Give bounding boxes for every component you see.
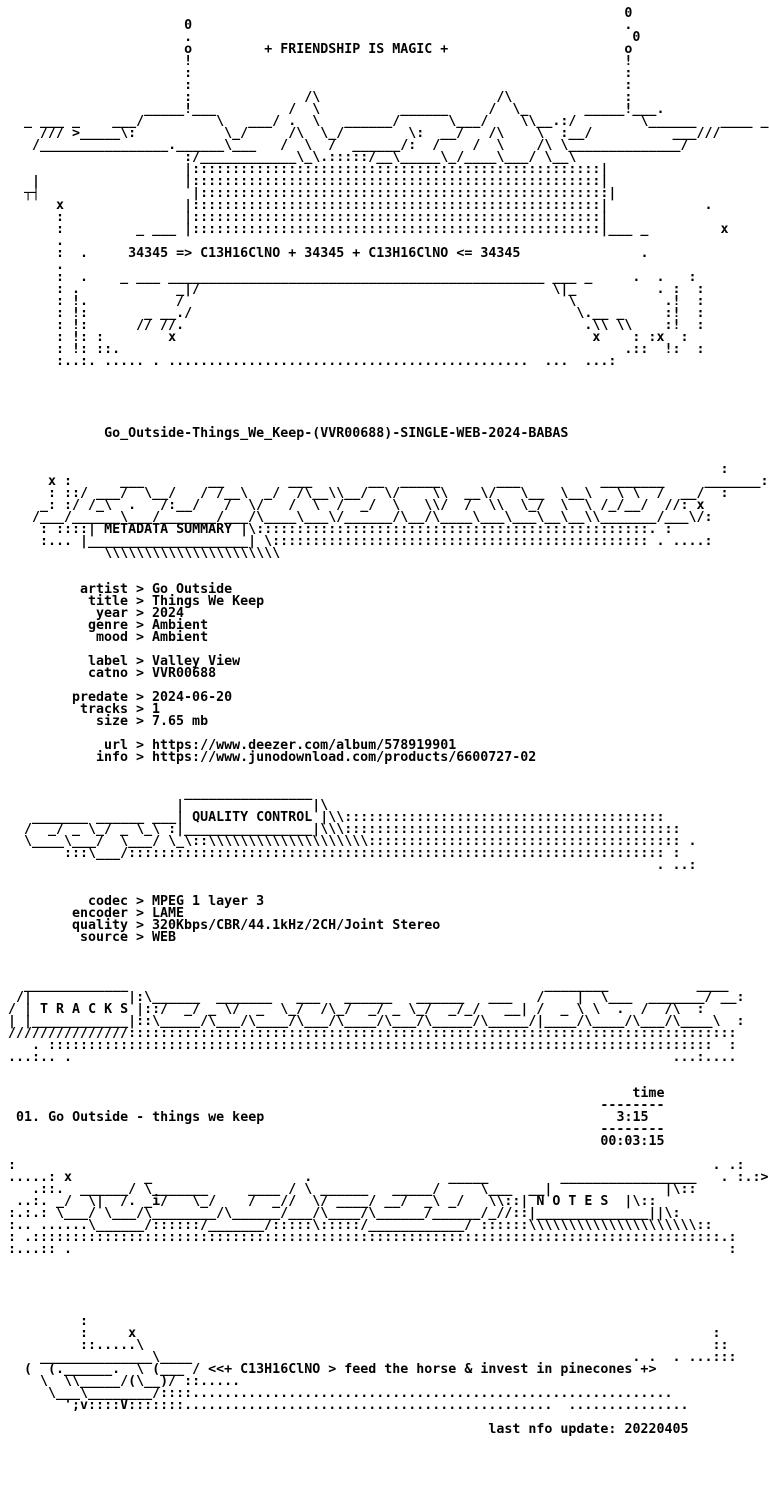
art-line: . ..: [8, 858, 697, 873]
total-time: 00:03:15 [600, 1134, 665, 1149]
metadata-row: tracks > 1 [79, 702, 161, 717]
metadata-row: size > 7.65 mb [95, 714, 209, 729]
header-art-line: : . _|/ \|_ . : : [8, 282, 705, 297]
last-update-line [8, 1424, 769, 1436]
art-line: :::\___/::::::::::::::::::::::::::::::::::::::::::::::::::::::::::::::::::: : [8, 846, 681, 861]
notes-banner-line: ..:. _/ \| /. _i/ \_/ / _// \/ ____/ __/ _\ _/ \\::| N O T E S |\:: [8, 1194, 657, 1209]
art-line: .::. ______/ \_______ ____ / \ ______ _____/ \___ __| |\:: [8, 1182, 697, 1197]
art-line: : . .: [8, 1158, 745, 1173]
art-line: . ::::::::::::::::::::::::::::::::::::::::::::::::::::::::::::::::::::::::::::::::::: : [8, 1038, 737, 1053]
time-rule: -------- [600, 1098, 665, 1113]
art-line: : [8, 462, 729, 477]
track-time: 3:15 [616, 1110, 649, 1125]
art-line: _____________ ________ ____ [8, 978, 729, 993]
signature-line: ( (.______. \ (___ / <<+ C13H16ClNO > feed the horse & invest in pinecones +> [8, 1362, 657, 1377]
art-line: : ::/ ___/ \__/ / /__\ _/ /\__\\__/ \/ \\ __\/ \__ \__\ \ \ / __/ : [8, 486, 729, 501]
header-art-line: . [8, 234, 65, 249]
header-art-line: : !: : x x : :x : [8, 330, 689, 345]
time-rule: -------- [600, 1122, 665, 1137]
art-line: x : ___ __ ___ __ _____ ___ ________ _______: [8, 474, 769, 489]
header-art-line: x |:::::::::::::::::::::::::::::::::::::::::::::::::::| . [8, 198, 713, 213]
art-line: \____\___/ \___/ \_\::\\\\\\\\\\\\\\\\\\\\::::::::::::::::::::::::::::::::::::::: . [8, 834, 697, 849]
quality-row: quality > 320Kbps/CBR/44.1kHz/2CH/Joint Stereo [71, 918, 441, 933]
header-art-line: : /\ /\ : [8, 90, 633, 105]
header-art-line: 0 . [8, 18, 633, 33]
quality-row: encoder > LAME [71, 906, 185, 921]
metadata-row: predate > 2024-06-20 [71, 690, 233, 705]
metadata-row: genre > Ambient [87, 618, 209, 633]
header-art-line: _____!___ / \ ______ / \_ _____!___. [8, 102, 665, 117]
header-art-line: . 0 [8, 30, 641, 45]
header-art-line: : |:::::::::::::::::::::::::::::::::::::::::::::::::::| [8, 210, 609, 225]
metadata-row: label > Valley View [87, 654, 241, 669]
quality-row: codec > MPEG 1 layer 3 [87, 894, 265, 909]
header-art-line: . [8, 258, 65, 273]
art-line: ///////////////:::::::::::::::::::::::::::::::::::::::::::::::::::::::::::::::::::::::::::: [8, 1026, 737, 1041]
art-line: _: :/ /_\ . /:__/ / \/ / \ / _/ \ \\/ / \\ \_/ \ \ /_/__/ //: x [8, 498, 705, 513]
header-art-line: :..:. ..... . ............................................. ... ...: [8, 354, 617, 369]
art-line: \\\\\\\\\\\\\\\\\\\\\\ [8, 546, 281, 561]
art-line: :.:.: \___/ \___/\________/\______/___/\____/\______/______/_//::|______________||\: [8, 1206, 681, 1221]
art-line: : .::::::::::::::::::::::::::::::::::::::::::::::::::::::::::::::::::::::::::::::::::::::.: [8, 1230, 737, 1245]
art-line: ________________ [8, 786, 313, 801]
tracks-banner-line: / | T R A C K S |::/ _/ _ \/ _ \_/ /\_/ _/ _ \_/ _/_/ __| / _ \ \ . / /\ : [8, 1002, 705, 1017]
release-name: Go_Outside-Things_We_Keep-(VVR00688)-SINGLE-WEB-2024-BABAS [104, 426, 569, 441]
art-line: :.. ......\______/::::::/_______/:::::\:::::/____________/ ::::::\\\\\\\\\\\\\\\\\\\\\:: [8, 1218, 713, 1233]
track-name: Go Outside - things we keep [48, 1110, 265, 1125]
juno-info-link[interactable]: https://www.junodownload.com/products/6600727-02 [152, 750, 537, 765]
header-art-line: o + FRIENDSHIP IS MAGIC + o [8, 42, 633, 57]
art-line: \ \\_____/(\__)/ ::..... [8, 1374, 241, 1389]
art-line: / _/ _ \_/ _ \_\ :|________________|\\\:::::::::::::::::::::::::::::::::::::::::: [8, 822, 681, 837]
art-line: ______________\____ . . . ...::: [8, 1350, 737, 1365]
track-number: 01. [16, 1110, 41, 1125]
header-art-line: : . _ ___ _______________________________________________ ___ _ . . : [8, 270, 697, 285]
art-line: ::.....\ :: [8, 1338, 729, 1353]
time-header: time [632, 1086, 665, 1101]
metadata-banner-line: : ::::| METADATA SUMMARY |\:::::::::::::::::::::::::::::::::::::::::::::::::. : [8, 522, 673, 537]
header-art-line: ┬┤ |:::::::::::::::::::::::::::::::::::::::::::::::::::| [8, 186, 617, 201]
header-art-line: /________________.______\___ / \ / ______/: / / \ /\ \______________/ [8, 138, 689, 153]
signature: <<+ C13H16ClNO > feed the horse & invest in pinecones +> [208, 1362, 657, 1377]
header-art-line: ! ! [8, 54, 633, 69]
quality-row: source > WEB [79, 930, 177, 945]
header-art-line: : : [8, 66, 633, 81]
header-art-line: _ ___ _ ___/ \ ___/ . \ ______/ \___/ \\__.:/ \______ ____ _ [8, 114, 769, 129]
chem-line: : . 34345 => C13H16ClNO + 34345 + C13H16ClNO <= 34345 . [8, 246, 649, 261]
notes-banner: N O T E S [536, 1194, 609, 1209]
header-art-line: : !. / \ .! : [8, 294, 705, 309]
quality-banner-line: _______ ______ ___| QUALITY CONTROL |\\:::::::::::::::::::::::::::::::::::::::: [8, 810, 665, 825]
deezer-url-link[interactable]: https://www.deezer.com/album/578919901 [152, 738, 457, 753]
header-art-line: : !: // //. .\\ \\ :! : [8, 318, 705, 333]
release-name-line [8, 428, 769, 440]
total-time-line [8, 1136, 769, 1148]
last-update-date: 20220405 [624, 1422, 689, 1437]
header-art-line: : _ ___ |:::::::::::::::::::::::::::::::::::::::::::::::::::|___ _ x [8, 222, 729, 237]
header-art-line: |:::::::::::::::::::::::::::::::::::::::::::::::::::| [8, 162, 609, 177]
metadata-row: title > Things We Keep [87, 594, 265, 609]
art-line: /___/______\___/_______/___/\____\___\/______/\__/\____\___\___\__\__\\_______/___\/: [8, 510, 713, 525]
metadata-row: year > 2024 [95, 606, 185, 621]
art-line: ';v::::V:::::::.............................................. ............... [8, 1398, 689, 1413]
art-line: /| |:\______ _______ ___ ______ ______ ___ / | \___ _______/ __: [8, 990, 745, 1005]
art-line: \___\________/::::............................................................ [8, 1386, 673, 1401]
metadata-banner: METADATA SUMMARY [104, 522, 233, 537]
art-line: : [8, 1314, 89, 1329]
nfo-document [8, 8, 769, 1436]
tracks-banner: T R A C K S [40, 1002, 129, 1017]
metadata-row: info > https://www.junodownload.com/products/6600727-02 [95, 750, 537, 765]
last-update-label: last nfo update: [488, 1422, 617, 1437]
metadata-row: catno > VVR00688 [87, 666, 217, 681]
art-line: :...:: . : [8, 1242, 737, 1257]
art-line: ...:.. . ...:.... [8, 1050, 737, 1065]
header-art-line: : : [8, 78, 633, 93]
chem-formula: 34345 => C13H16ClNO + 34345 + C13H16ClNO <= 34345 [128, 246, 521, 261]
header-art-line: 0 [8, 6, 633, 21]
slogan: + FRIENDSHIP IS MAGIC + [264, 42, 449, 57]
art-line: :... |____________________| \::::::::::::::::::::::::::::::::::::::::::::::: . ....: [8, 534, 713, 549]
metadata-row: mood > Ambient [95, 630, 209, 645]
art-line: .....: x _ . _____ _________________ . :.:> [8, 1170, 769, 1185]
header-art-line: : !: _ __./ \.__ _ :! : [8, 306, 705, 321]
metadata-row: url > https://www.deezer.com/album/578919901 [103, 738, 457, 753]
art-line: | |\ [8, 798, 329, 813]
quality-banner: QUALITY CONTROL [192, 810, 313, 825]
art-line: : x : [8, 1326, 721, 1341]
metadata-row: artist > Go Outside [79, 582, 233, 597]
header-art-line: | |:::::::::::::::::::::::::::::::::::::::::::::::::::| [8, 174, 609, 189]
art-line: | |____________|::\_____/\___/\____/\___/\____/\___/\_____/\_____/|____/\____/\___/\____\ : [8, 1014, 745, 1029]
header-art-line: : !: ::. .:: !: : [8, 342, 705, 357]
header-art-line: /// >_____\: \_/ /\ \_/ \: __/ /\ \ :__/ ___/// [8, 126, 729, 141]
header-art-line: :/____________\_\.:::::/__\_____\_/____\___/ \__\ [8, 150, 577, 165]
